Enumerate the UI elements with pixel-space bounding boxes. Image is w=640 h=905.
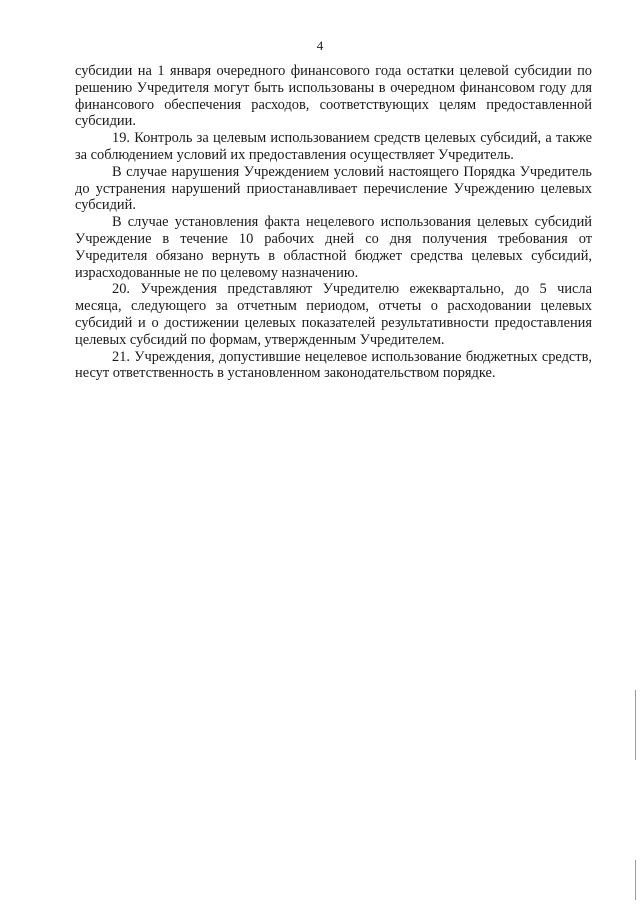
scan-edge-mark	[635, 860, 636, 900]
paragraph-continuation: субсидии на 1 января очередного финансового года остатки целевой субсидии по решению Учредителя могут быть использованы в очередном финансовом году для финансового обеспечения расходов, соответствующих целям предоставленной субсидии.	[75, 63, 592, 130]
paragraph-21-responsibility: 21. Учреждения, допустившие нецелевое использование бюджетных средств, несут ответственность в установленном законодательством порядке.	[75, 348, 592, 382]
paragraph-misuse-return: В случае установления факта нецелевого использования целевых субсидий Учреждение в течение 10 рабочих дней со дня получения требования от Учредителя обязано вернуть в областной бюджет средства целевых субсидий, израсходованные не по целевому назначению.	[75, 214, 592, 281]
document-body	[75, 63, 592, 382]
scan-edge-mark	[635, 690, 636, 760]
paragraph-violation: В случае нарушения Учреждением условий настоящего Порядка Учредитель до устранения нарушений приостанавливает перечисление Учреждению целевых субсидий.	[75, 163, 592, 214]
page-number: 4	[316, 38, 324, 53]
paragraph-20-reports: 20. Учреждения представляют Учредителю ежеквартально, до 5 числа месяца, следующего за отчетным периодом, отчеты о расходовании целевых субсидий и о достижении целевых показателей результативности предоставления целевых субсидий по формам, утвержденным Учредителем.	[75, 281, 592, 348]
paragraph-19-control: 19. Контроль за целевым использованием средств целевых субсидий, а также за соблюдением условий их предоставления осуществляет Учредитель.	[75, 130, 592, 163]
